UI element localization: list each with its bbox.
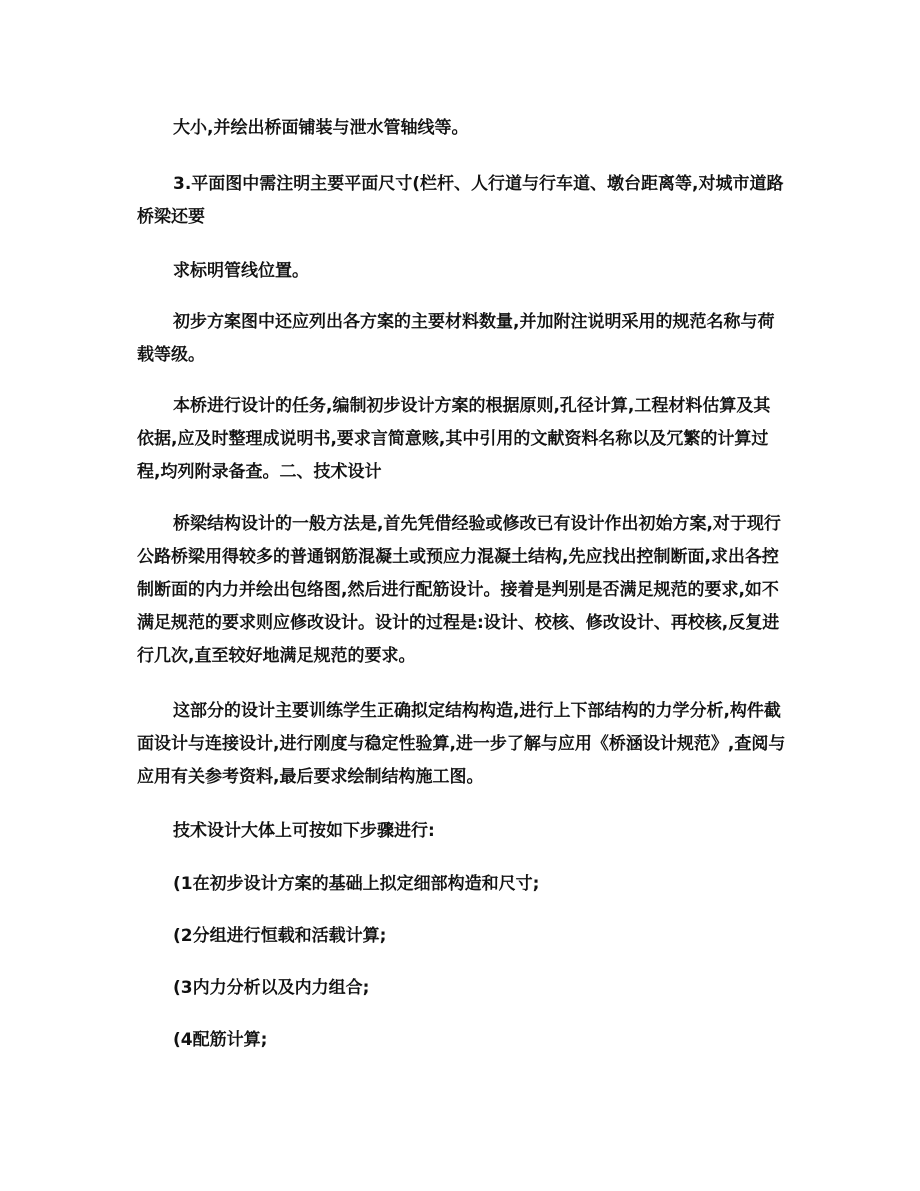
paragraph-bridge-deck-drawing: 大小,并绘出桥面铺装与泄水管轴线等。 [173, 118, 469, 138]
paragraph-structural-design-method: 桥梁结构设计的一般方法是,首先凭借经验或修改已有设计作出初始方案,对于现行公路桥梁用得较多的普通钢筋混凝土或预应力混凝土结构,先应找出控制断面,求出各控制断面的内力并绘出包络图,然后进行配筋设计。接着是判别是否满足规范的要求,如不满足规范的要求则应修改设计。设计的过程是:设计、校核、修改设计、再校核,反复进行几次,直至较好地满足规范的要求。 [137, 514, 781, 666]
list-item-step-2: (2分组进行恒载和活载计算; [173, 926, 387, 946]
paragraph-material-quantities: 初步方案图中还应列出各方案的主要材料数量,并加附注说明采用的规范名称与荷载等级。 [137, 312, 775, 365]
paragraph-steps-intro: 技术设计大体上可按如下步骤进行: [173, 821, 435, 841]
list-item-step-3: (3内力分析以及内力组合; [173, 978, 370, 998]
paragraph-pipeline-position: 求标明管线位置。 [173, 261, 309, 281]
list-item-step-1: (1在初步设计方案的基础上拟定细部构造和尺寸; [173, 874, 540, 894]
paragraph-design-task: 本桥进行设计的任务,编制初步设计方案的根据原则,孔径计算,工程材料估算及其依据,应及时整理成说明书,要求言简意赅,其中引用的文献资料名称以及冗繁的计算过程,均列附录备查。二、技术设计 [137, 396, 771, 482]
paragraph-training-goals: 这部分的设计主要训练学生正确拟定结构构造,进行上下部结构的力学分析,构件截面设计与连接设计,进行刚度与稳定性验算,进一步了解与应用《桥涵设计规范》,查阅与应用有关参考资料,最后要求绘制结构施工图。 [137, 701, 786, 787]
list-item-step-4: (4配筋计算; [173, 1030, 268, 1050]
paragraph-plan-dimensions: 3.平面图中需注明主要平面尺寸(栏杆、人行道与行车道、墩台距离等,对城市道路桥梁还要 [137, 174, 784, 227]
